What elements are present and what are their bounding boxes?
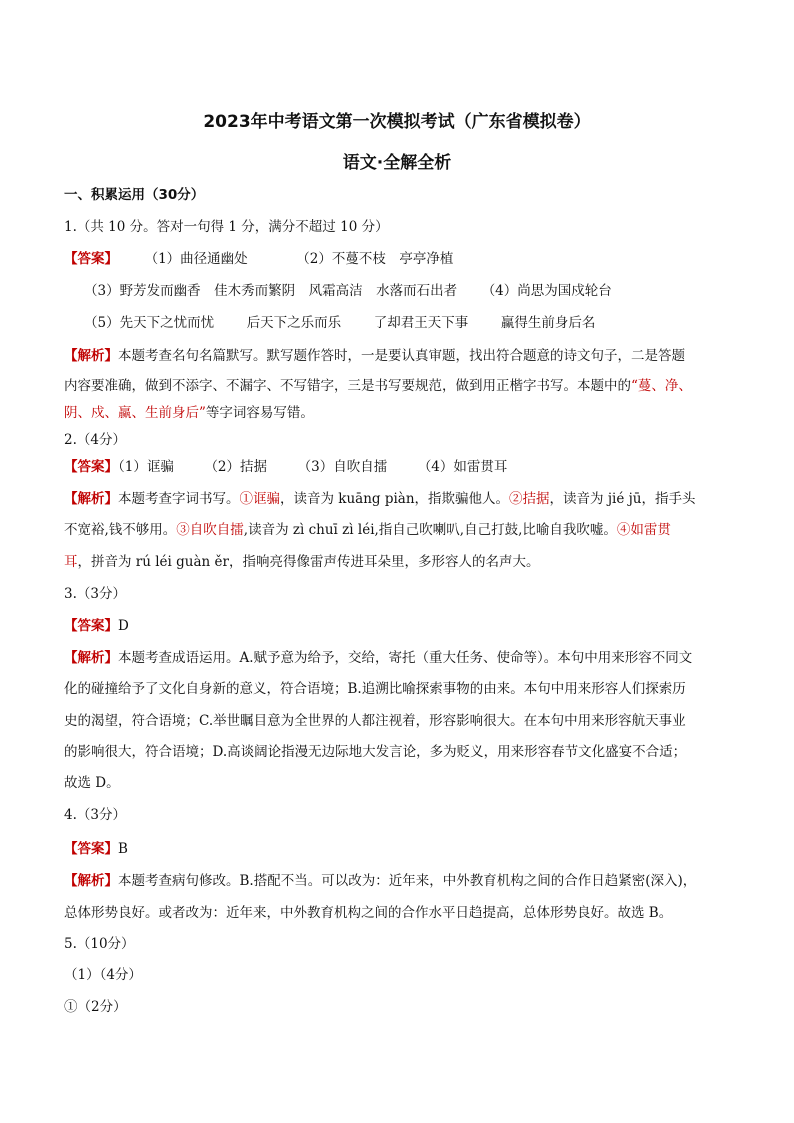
q1-answer-line-1 <box>64 250 453 268</box>
analysis-highlight: ②拮据 <box>509 491 550 507</box>
q1-analysis-line-2 <box>64 377 692 395</box>
q2-analysis-line-1 <box>64 490 696 508</box>
q3-analysis-line-4: 的影响很大，符合语境；D.高谈阔论指漫无边际地大发言论，多为贬义，用来形容春节文化盛宴不合适； <box>64 744 687 760</box>
analysis-highlight: 耳 <box>64 554 78 570</box>
page-subtitle: 语文·全解全析 <box>342 153 452 173</box>
q1-answer: （5）先天下之忧而忧 <box>84 315 215 331</box>
q4-analysis-line-1 <box>64 872 696 890</box>
analysis-text: 本题考查名句名篇默写。默写题作答时，一是要认真审题，找出符合题意的诗文句子，二是答题 <box>118 348 685 364</box>
analysis-text: ，读音为 kuāng piàn，指欺骗他人。 <box>280 491 510 507</box>
q5-sub-heading: （1）（4分） <box>64 967 142 983</box>
analysis-text: 内容要准确，做到不添字、不漏字、不写错字，三是书写要规范，做到用正楷字书写。本题中的 <box>64 378 631 394</box>
q4-answer-line <box>64 840 128 858</box>
q1-answer: 了却君王天下事 <box>373 315 469 331</box>
section-heading: 一、积累运用（30分） <box>64 187 205 203</box>
q1-answer: （2）不蔓不枝 亭亭净植 <box>296 251 454 267</box>
analysis-highlight: ④如雷贯 <box>616 522 671 538</box>
q1-answer: 后天下之乐而乐 <box>246 315 342 331</box>
analysis-highlight: ③自吹自擂 <box>176 522 244 538</box>
analysis-tag: 【解析】 <box>64 491 118 507</box>
q1-answer: （4）尚思为国戍轮台 <box>481 283 612 299</box>
q3-analysis-line-2: 化的碰撞给予了文化自身新的意义，符合语境；B.追溯比喻探索事物的由来。本句中用来形容人们探索历 <box>64 681 686 697</box>
q3-analysis-line-1 <box>64 649 692 667</box>
q1-analysis-line-1 <box>64 347 685 365</box>
q2-answer: （2）拮据 <box>204 459 268 475</box>
q3-analysis-line-5: 故选 D。 <box>64 775 120 791</box>
q1-answer: （1）曲径通幽处 <box>144 251 248 267</box>
q3-answer: D <box>118 618 129 634</box>
answer-tag: 【答案】 <box>64 618 118 634</box>
analysis-tag: 【解析】 <box>64 348 118 364</box>
analysis-tag: 【解析】 <box>64 650 118 666</box>
analysis-highlight: ①诓骗 <box>239 491 280 507</box>
analysis-text: ，拼音为 rú léi guàn ěr，指响亮得像雷声传进耳朵里，多形容人的名声大。 <box>77 554 540 570</box>
q3-heading: 3.（3分） <box>64 586 126 602</box>
q2-analysis-line-2 <box>64 521 671 539</box>
q2-answer: （4）如雷贯耳 <box>417 459 508 475</box>
q2-answer: （1）诓骗 <box>118 459 174 475</box>
q4-heading: 4.（3分） <box>64 807 126 823</box>
q1-answer-line-3 <box>84 314 595 332</box>
q5-heading: 5.（10分） <box>64 936 135 952</box>
q2-answer-line <box>64 458 507 476</box>
analysis-highlight: 阴、戍、赢、生前身后” <box>64 405 206 421</box>
analysis-text: 等字词容易写错。 <box>205 405 314 421</box>
analysis-text: ，读音为 jié jū，指手头 <box>549 491 696 507</box>
answer-tag: 【答案】 <box>64 459 118 475</box>
q2-analysis-line-3 <box>64 553 539 571</box>
analysis-highlight: “蔓、净、 <box>631 378 692 394</box>
analysis-text: 本题考查字词书写。 <box>118 491 240 507</box>
q5-sub-item: ①（2分） <box>64 999 127 1015</box>
analysis-text: 不宽裕,钱不够用。 <box>64 522 177 538</box>
q4-answer: B <box>118 841 128 857</box>
page-title: 2023年中考语文第一次模拟考试（广东省模拟卷） <box>203 112 591 132</box>
q1-answer: 赢得生前身后名 <box>500 315 596 331</box>
q1-heading: 1.（共 10 分。答对一句得 1 分，满分不超过 10 分） <box>64 219 389 235</box>
q3-answer-line <box>64 617 129 635</box>
analysis-text: 本题考查成语运用。A.赋予意为给予，交给，寄托（重大任务、使命等）。本句中用来形容不同文 <box>118 650 693 666</box>
q1-answer-line-2 <box>84 282 612 300</box>
analysis-tag: 【解析】 <box>64 873 118 889</box>
q2-heading: 2.（4分） <box>64 432 126 448</box>
q4-analysis-line-2: 总体形势良好。或者改为：近年来，中外教育机构之间的合作水平日趋提高，总体形势良好。故选 B。 <box>64 905 673 921</box>
q1-answer: （3）野芳发而幽香 佳木秀而繁阴 风霜高洁 水落而石出者 <box>84 283 458 299</box>
q2-answer: （3）自吹自擂 <box>297 459 388 475</box>
q1-analysis-line-3 <box>64 404 314 422</box>
analysis-text: ,读音为 zì chuī zì léi,指自己吹喇叭,自己打鼓,比喻自我吹嘘。 <box>243 522 617 538</box>
q3-analysis-line-3: 史的渴望，符合语境；C.举世瞩目意为全世界的人都注视着，形容影响很大。在本句中用来形容航天事业 <box>64 713 686 729</box>
answer-tag: 【答案】 <box>64 251 118 267</box>
answer-tag: 【答案】 <box>64 841 118 857</box>
analysis-text: 本题考查病句修改。B.搭配不当。可以改为：近年来，中外教育机构之间的合作日趋紧密(深入)， <box>118 873 697 889</box>
